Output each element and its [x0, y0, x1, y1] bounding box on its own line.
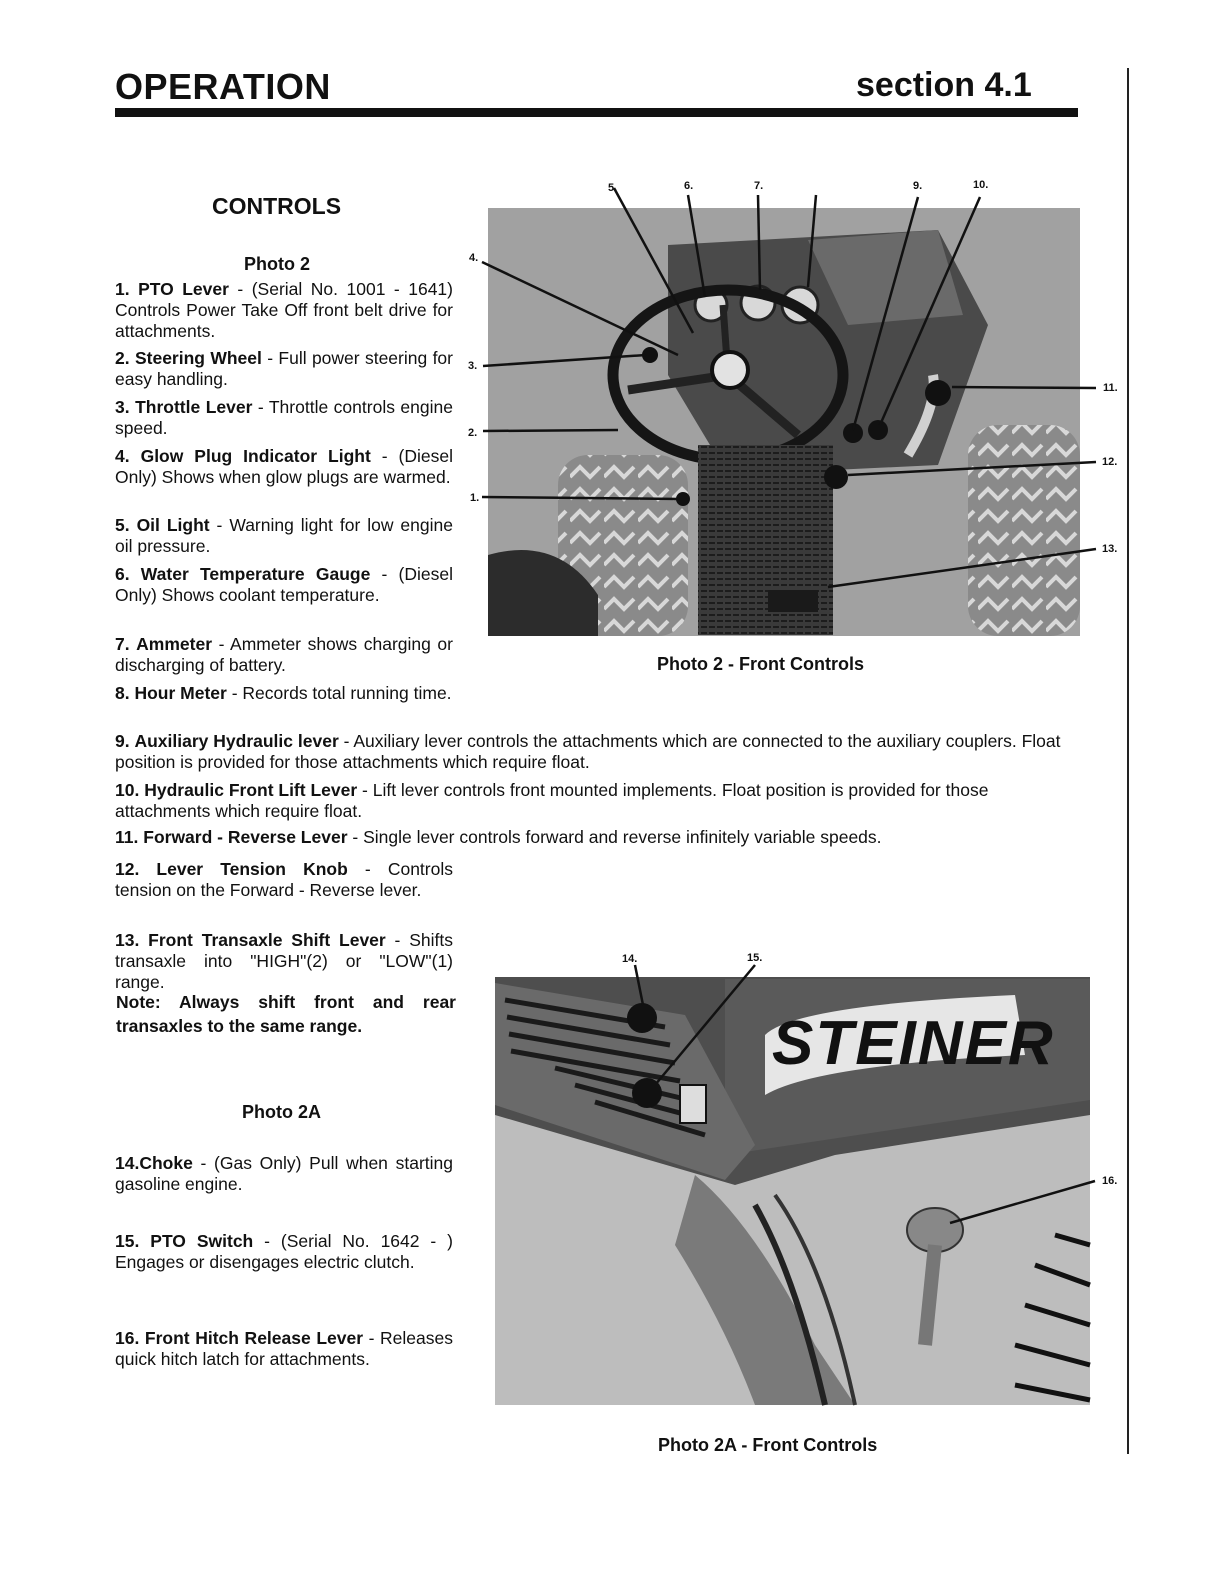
- item-16: 16. Front Hitch Release Lever - Releases quick hitch latch for attachments.: [115, 1328, 453, 1369]
- photo2a-label: Photo 2A: [242, 1102, 321, 1122]
- item-1: 1. PTO Lever - (Serial No. 1001 - 1641) Controls Power Take Off front belt drive for attachments.: [115, 279, 453, 341]
- callout-4: 4.: [469, 252, 479, 264]
- callout-11: 11.: [1103, 382, 1118, 394]
- callout-14: 14.: [622, 953, 638, 965]
- note: Note: Always shift front and rear transaxles to the same range.: [116, 992, 456, 1036]
- item-8: 8. Hour Meter - Records total running time.: [115, 683, 452, 703]
- callout-15: 15.: [747, 952, 763, 964]
- item-10: 10. Hydraulic Front Lift Lever - Lift lever controls front mounted implements. Float position is provided for those attachments which require float.: [115, 780, 989, 821]
- callout-12: 12.: [1102, 456, 1118, 468]
- page-title: OPERATION: [115, 66, 331, 107]
- photo2a-caption: Photo 2A - Front Controls: [658, 1435, 878, 1455]
- photo2-caption: Photo 2 - Front Controls: [657, 654, 864, 674]
- callout-7: 7.: [754, 180, 764, 192]
- item-4: 4. Glow Plug Indicator Light - (Diesel Only) Shows when glow plugs are warmed.: [115, 446, 453, 487]
- callout-3: 3.: [468, 360, 478, 372]
- callout-9: 9.: [913, 180, 923, 192]
- item-15: 15. PTO Switch - (Serial No. 1642 - ) Engages or disengages electric clutch.: [115, 1231, 454, 1272]
- item-7: 7. Ammeter - Ammeter shows charging or discharging of battery.: [115, 634, 453, 675]
- photo2-front-controls: [468, 175, 1128, 645]
- item-11: 11. Forward - Reverse Lever - Single lever controls forward and reverse infinitely variable speeds.: [115, 827, 882, 847]
- item-3: 3. Throttle Lever - Throttle controls engine speed.: [115, 397, 453, 438]
- item-2: 2. Steering Wheel - Full power steering for easy handling.: [115, 348, 453, 389]
- header-rule: [115, 108, 1078, 117]
- item-14: 14.Choke - (Gas Only) Pull when starting gasoline engine.: [115, 1153, 453, 1194]
- section-number: section 4.1: [856, 66, 1032, 104]
- callout-10: 10.: [973, 179, 989, 191]
- controls-heading: CONTROLS: [212, 193, 342, 219]
- photo2-label: Photo 2: [244, 254, 310, 274]
- callout-6: 6.: [684, 180, 694, 192]
- item-6: 6. Water Temperature Gauge - (Diesel Only) Shows coolant temperature.: [115, 564, 453, 605]
- callout-13: 13.: [1102, 543, 1118, 555]
- item-5: 5. Oil Light - Warning light for low engine oil pressure.: [115, 515, 453, 556]
- item-12: 12. Lever Tension Knob - Controls tension on the Forward - Reverse lever.: [115, 859, 453, 900]
- callout-16: 16.: [1102, 1175, 1118, 1187]
- callout-2: 2.: [468, 427, 478, 439]
- brand-logo: STEINER: [772, 1009, 1055, 1078]
- item-9: 9. Auxiliary Hydraulic lever - Auxiliary lever controls the attachments which are connected to the auxiliary couplers. Float position is provided for those attachments which require float.: [115, 731, 1061, 772]
- callout-1: 1.: [470, 492, 480, 504]
- item-13: 13. Front Transaxle Shift Lever - Shifts transaxle into "HIGH"(2) or "LOW"(1) range.: [115, 930, 453, 992]
- callout-5: 5.: [608, 182, 618, 194]
